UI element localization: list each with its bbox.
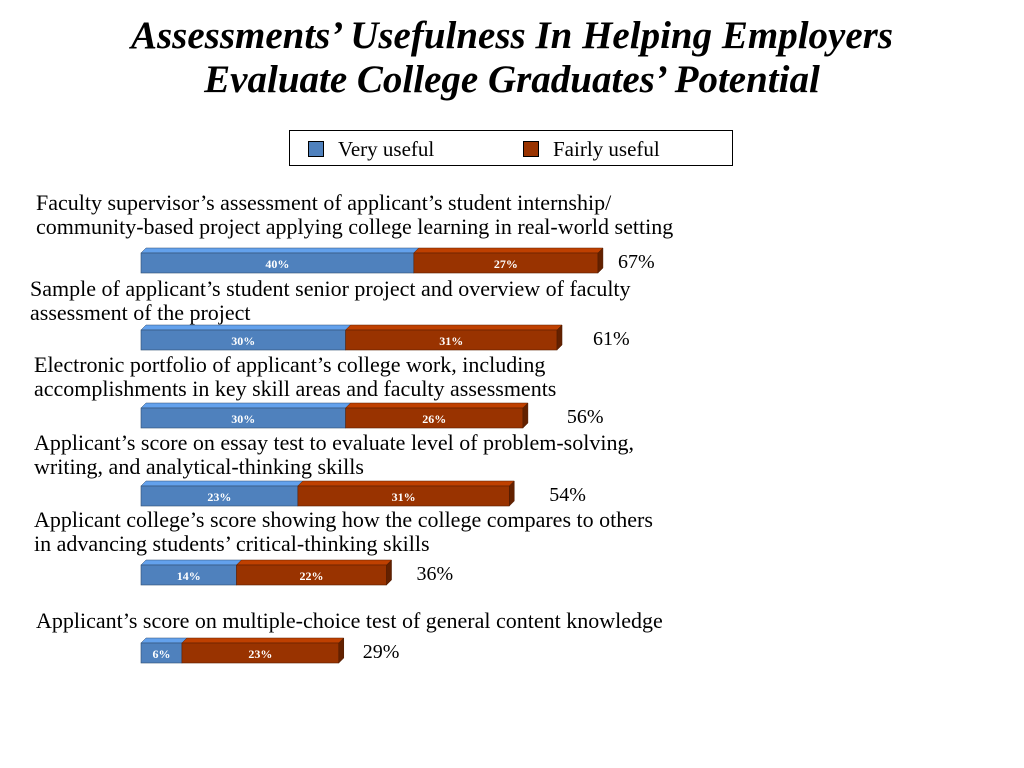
bar-total-label: 61% [593,328,630,350]
category-label-line: community-based project applying college learning in real-world setting [36,214,674,239]
category-label-line: Faculty supervisor’s assessment of applicant’s student internship/ [36,190,612,215]
bar-total-label: 54% [549,484,586,506]
bar-segment-very-useful-top [141,560,241,565]
bar-segment-label: 14% [176,569,201,583]
legend-label-very-useful: Very useful [338,136,435,161]
chart-title-line-1: Assessments’ Usefulness In Helping Employers [130,14,894,57]
category-label-line: Electronic portfolio of applicant’s college work, including [34,352,546,377]
bar-segment-very-useful-top [141,481,303,486]
bar-segment-label: 26% [422,412,447,426]
category-label-line: in advancing students’ critical-thinking skills [34,531,430,556]
bar-segment-label: 22% [299,569,324,583]
category-label-line: writing, and analytical-thinking skills [34,454,364,479]
bar-segment-label: 31% [439,334,464,348]
bar-segment-label: 23% [207,490,232,504]
category-label-line: Sample of applicant’s student senior project and overview of faculty [30,276,631,301]
bar-segment-label: 30% [231,334,256,348]
category-label-line: assessment of the project [30,300,251,325]
bar-segment-fairly-useful-top [414,248,603,253]
bar-segment-fairly-useful-top [346,403,528,408]
bar-total-label: 29% [362,641,400,663]
category-label-line: Applicant’s score on essay test to evaluate level of problem-solving, [34,430,634,455]
bar-total-label: 56% [566,406,604,428]
bar-segment-label: 31% [391,490,416,504]
bar-segment-very-useful-top [141,248,419,253]
bar-total-label: 36% [416,563,454,585]
bar-segment-very-useful-top [141,325,351,330]
bar-segment-fairly-useful-top [346,325,562,330]
bar-segment-label: 27% [493,257,518,271]
legend-label-fairly-useful: Fairly useful [553,136,660,161]
category-label-line: accomplishments in key skill areas and faculty assessments [34,376,557,401]
bar-segment-very-useful-top [141,403,351,408]
bar-segment-label: 40% [265,257,290,271]
category-label-line: Applicant’s score on multiple-choice test of general content knowledge [36,608,663,633]
bar-total-label: 67% [617,251,655,273]
bar-segment-fairly-useful-top [182,638,344,643]
bar-segment-label: 30% [231,412,256,426]
bar-segment-fairly-useful-top [298,481,514,486]
bar-segment-very-useful-top [141,638,187,643]
chart-title-line-2: Evaluate College Graduates’ Potential [204,58,820,101]
bar-segment-fairly-useful-top [236,560,391,565]
category-label-line: Applicant college’s score showing how the college compares to others [34,507,653,532]
bar-segment-label: 23% [248,647,273,661]
bar-segment-label: 6% [152,647,171,661]
